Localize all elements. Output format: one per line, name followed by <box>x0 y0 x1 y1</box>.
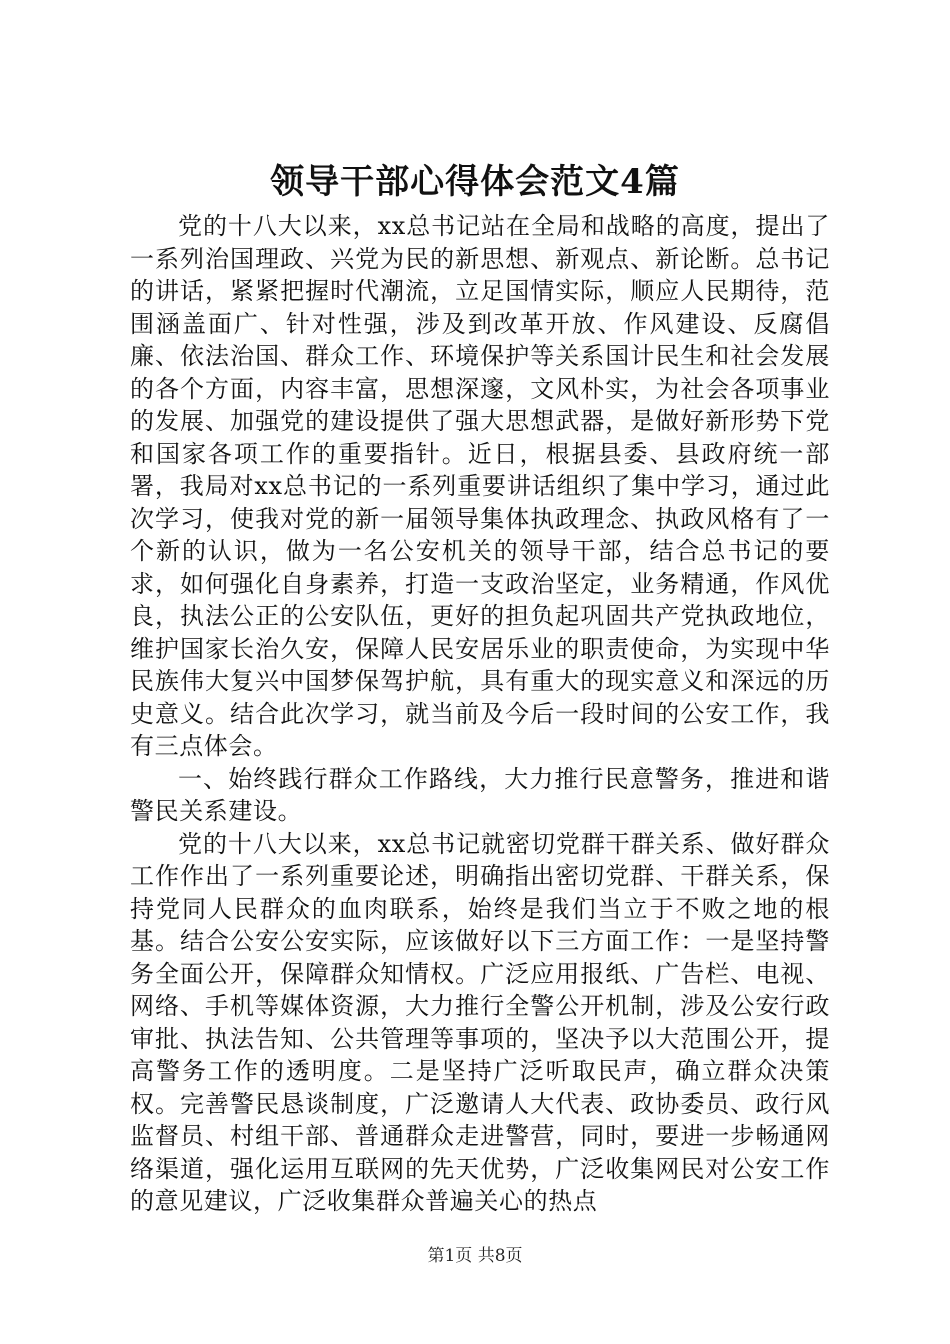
page-number-footer: 第1页 共8页 <box>427 1246 523 1266</box>
document-body <box>130 210 830 1218</box>
paragraph: 党的十八大以来，xx总书记就密切党群干群关系、做好群众工作作出了一系列重要论述，明确指出密切党群、干群关系，保持党同人民群众的血肉联系，始终是我们当立于不败之地的根基。结合公安公安实际，应该做好以下三方面工作：一是坚持警务全面公开，保障群众知情权。广泛应用报纸、广告栏、电视、网络、手机等媒体资源，大力推行全警公开机制，涉及公安行政审批、执法告知、公共管理等事项的，坚决予以大范围公开，提高警务工作的透明度。二是坚持广泛听取民声，确立群众决策权。完善警民恳谈制度，广泛邀请人大代表、政协委员、政行风监督员、村组干部、普通群众走进警营，同时，要进一步畅通网络渠道，强化运用互联网的先天优势，广泛收集网民对公安工作的意见建议，广泛收集群众普遍关心的热点 <box>130 829 830 1215</box>
section-heading: 一、始终践行群众工作路线，大力推行民意警务，推进和谐警民关系建设。 <box>130 764 830 825</box>
document-title: 领导干部心得体会范文4篇 <box>270 162 680 202</box>
paragraph: 党的十八大以来，xx总书记站在全局和战略的高度，提出了一系列治国理政、兴党为民的新思想、新观点、新论断。总书记的讲话，紧紧把握时代潮流，立足国情实际，顺应人民期待，范围涵盖面广、针对性强，涉及到改革开放、作风建设、反腐倡廉、依法治国、群众工作、环境保护等关系国计民生和社会发展的各个方面，内容丰富，思想深邃，文风朴实，为社会各项事业的发展、加强党的建设提供了强大思想武器，是做好新形势下党和国家各项工作的重要指针。近日，根据县委、县政府统一部署，我局对xx总书记的一系列重要讲话组织了集中学习，通过此次学习，使我对党的新一届领导集体执政理念、执政风格有了一个新的认识，做为一名公安机关的领导干部，结合总书记的要求，如何强化自身素养，打造一支政治坚定，业务精通，作风优良，执法公正的公安队伍，更好的担负起巩固共产党执政地位，维护国家长治久安，保障人民安居乐业的职责使命，为实现中华民族伟大复兴中国梦保驾护航，具有重大的现实意义和深远的历史意义。结合此次学习，就当前及今后一段时间的公安工作，我有三点体会。 <box>130 212 830 760</box>
